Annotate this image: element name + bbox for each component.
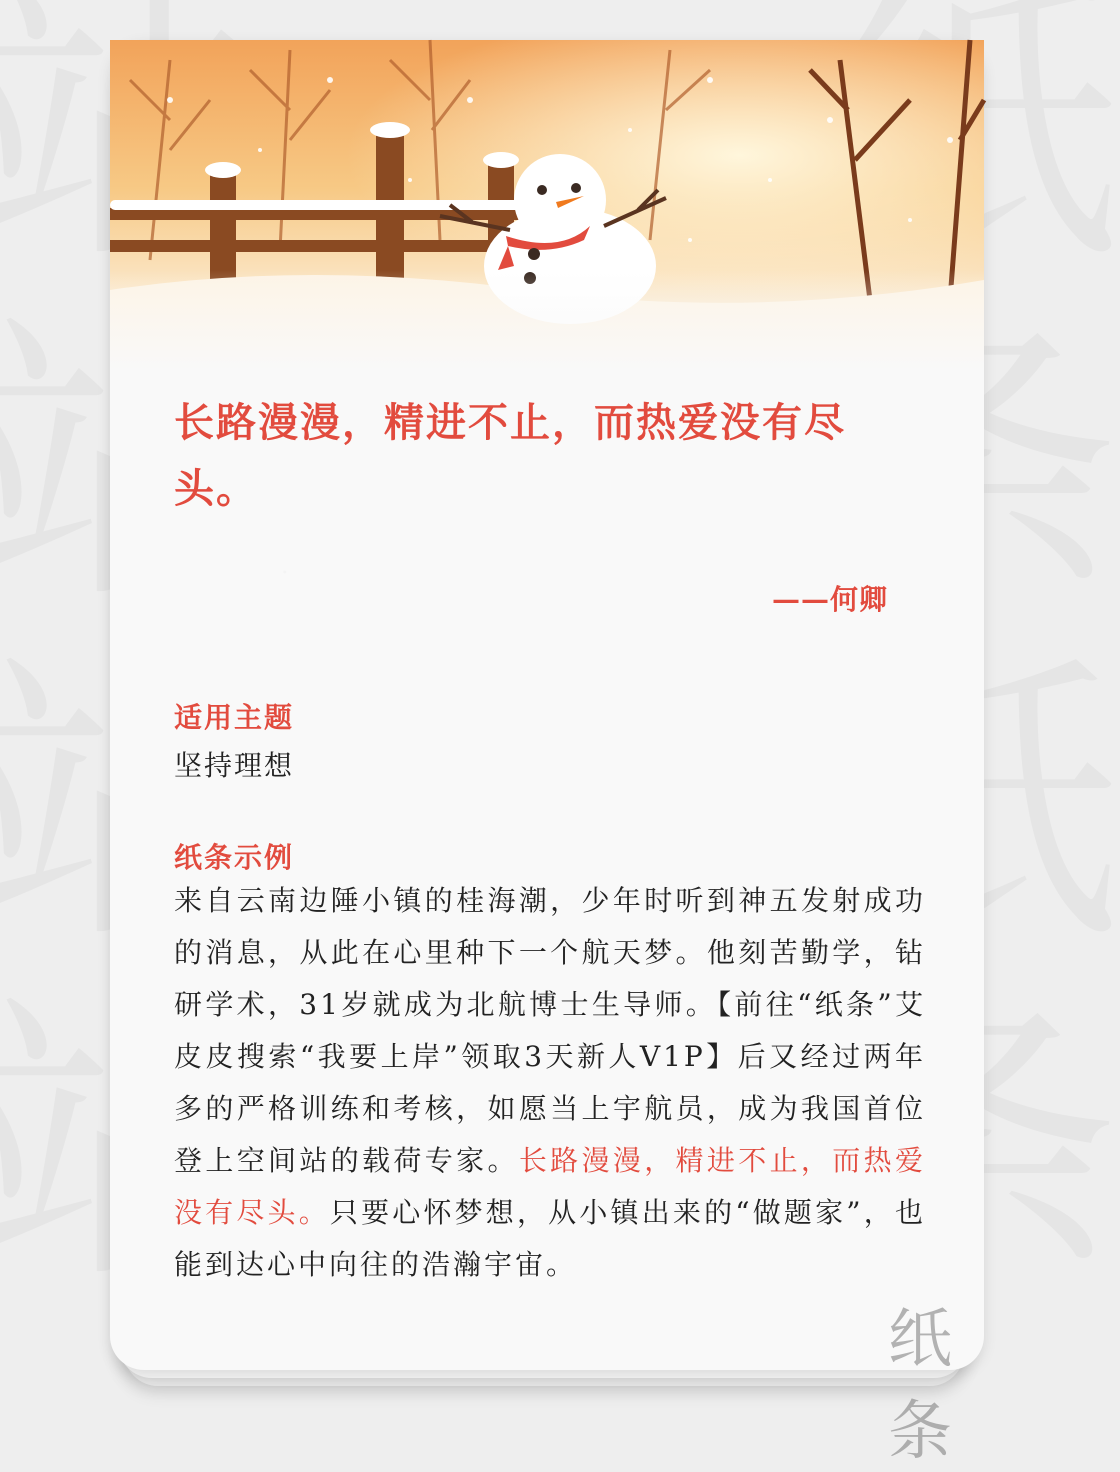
example-text-before: 来自云南边陲小镇的桂海潮，少年时听到神五发射成功的消息，从此在心里种下一个航天梦。他刻苦勤学，钻研学术，31岁就成为北航博士生导师。【前往“纸条”艾皮皮搜索“我要上岸”领取3天新人V1P】后又经过两年多的严格训练和考核，如愿当上宇航员，成为我国首位登上空间站的载荷专家。 xyxy=(174,884,926,1177)
example-label: 纸条示例 xyxy=(174,841,295,874)
topic-label: 适用主题 xyxy=(174,701,295,734)
example-text-after: 只要心怀梦想，从小镇出来的“做题家”，也能到达心中向往的浩瀚宇宙。 xyxy=(174,1196,926,1281)
quote-card xyxy=(110,40,984,1469)
example-highlight: 长路漫漫，精进不止，而热爱没有尽头。 xyxy=(174,1144,926,1229)
quote-author: ——何卿 xyxy=(771,583,888,616)
topic-value: 坚持理想 xyxy=(174,749,295,782)
brand-stamp-logo: 纸条 xyxy=(888,1303,952,1469)
snowman-illustration xyxy=(110,40,984,370)
quote-text: 长路漫漫，精进不止，而热爱没有尽头。 xyxy=(174,399,846,512)
example-text xyxy=(174,875,926,1291)
